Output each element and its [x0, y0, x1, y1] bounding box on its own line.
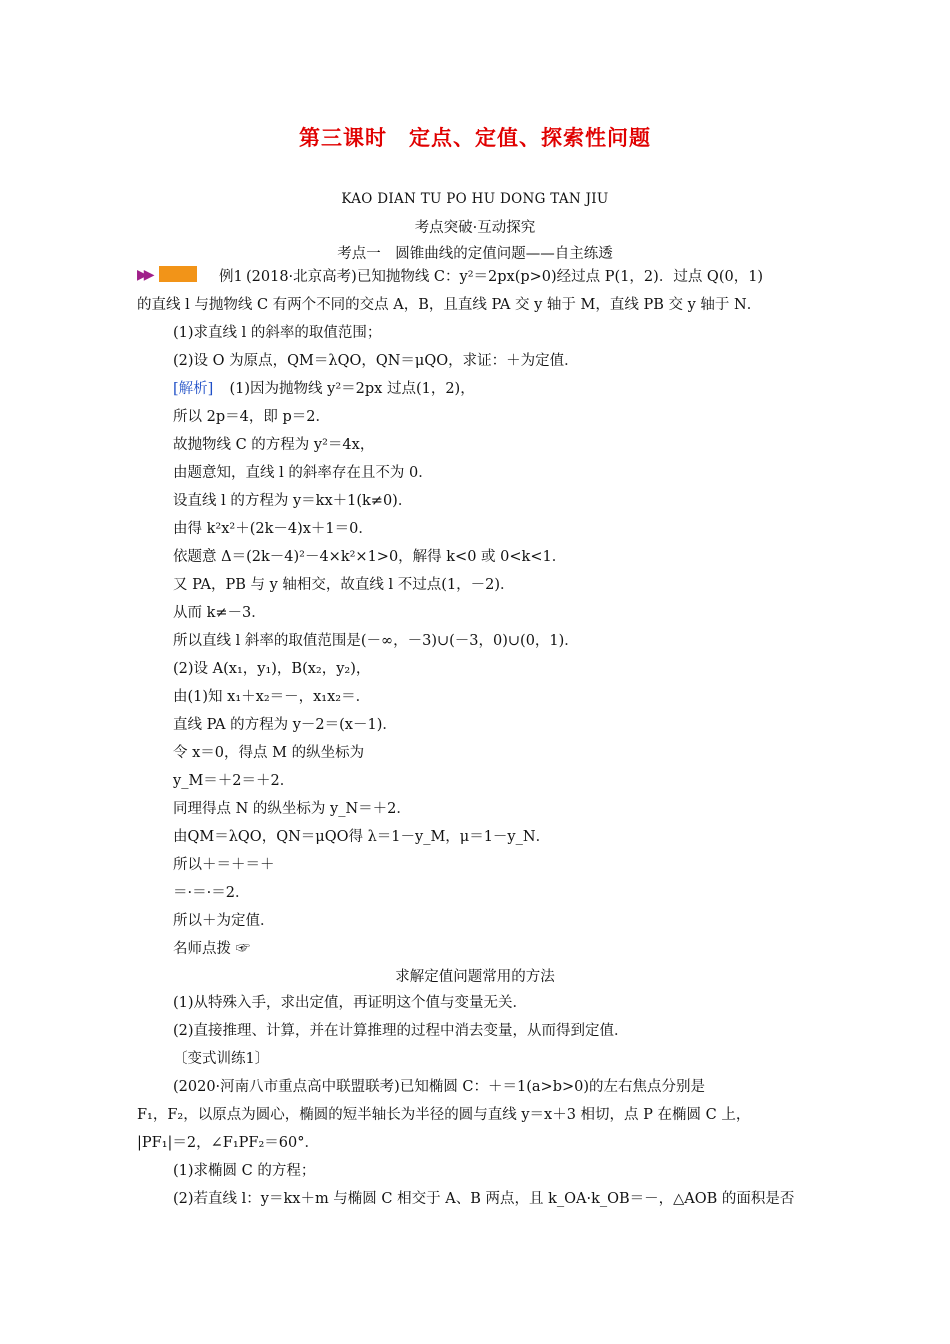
solution-line: (2)设 A(x₁，y₁)，B(x₂，y₂)， [173, 661, 371, 677]
solution-line: 同理得点 N 的纵坐标为 y_N＝＋2． [173, 801, 411, 817]
solution-line: 由(1)知 x₁＋x₂＝－，x₁x₂＝． [173, 689, 371, 705]
solution-line: y_M＝＋2＝＋2． [173, 773, 295, 789]
method-title: 求解定值问题常用的方法 [395, 969, 555, 985]
problem-line: (1)求直线 l 的斜率的取值范围； [173, 325, 382, 341]
section-title: 考点突破·互动探究 [414, 220, 536, 236]
solution-line: 由QM＝λQO，QN＝μQO得 λ＝1－y_M，μ＝1－y_N． [173, 829, 551, 845]
solution-line: 令 x＝0，得点 M 的纵坐标为 [173, 745, 365, 761]
solution-line: 从而 k≠－3． [173, 605, 266, 621]
problem-line: (2)设 O 为原点，QM＝λQO，QN＝μQO，求证：＋为定值． [173, 353, 579, 369]
method-line: (2)直接推理、计算，并在计算推理的过程中消去变量，从而得到定值． [173, 1023, 629, 1039]
solution-line: 故抛物线 C 的方程为 y²＝4x， [173, 437, 375, 453]
page-title: 第三课时 定点、定值、探索性问题 [299, 125, 651, 150]
tip-heading: 名师点拨 ☞ [173, 941, 251, 957]
solution-line: 所以＋＝＋＝＋ [173, 857, 275, 873]
exercise-line: (2020·河南八市重点高中联盟联考)已知椭圆 C：＋＝1(a>b>0)的左右焦点分别是 [173, 1079, 706, 1095]
solution-line: 由题意知，直线 l 的斜率存在且不为 0． [173, 465, 433, 481]
point-title: 考点一 圆锥曲线的定值问题——自主练透 [337, 246, 613, 262]
solution-line: 所以直线 l 斜率的取值范围是(－∞，－3)∪(－3，0)∪(0，1)． [173, 633, 579, 649]
exercise-line: (1)求椭圆 C 的方程； [173, 1163, 316, 1179]
solution-line: 又 PA，PB 与 y 轴相交，故直线 l 不过点(1，－2)． [173, 577, 515, 593]
solution-line: 设直线 l 的方程为 y＝kx＋1(k≠0)． [173, 493, 413, 509]
double-arrow-icon: ▶▶ [137, 267, 151, 283]
analysis-label: [解析] [173, 381, 214, 397]
solution-line: (1)因为抛物线 y²＝2px 过点(1，2)， [215, 381, 475, 397]
section-pinyin: KAO DIAN TU PO HU DONG TAN JIU [341, 191, 609, 207]
solution-line: 直线 PA 的方程为 y－2＝(x－1)． [173, 717, 397, 733]
solution-line: 所以＋为定值． [173, 913, 275, 929]
orange-label-box [159, 266, 197, 282]
solution-line: ＝·＝·＝2． [173, 885, 250, 901]
solution-line: 依题意 Δ＝(2k－4)²－4×k²×1>0，解得 k<0 或 0<k<1． [173, 549, 567, 565]
exercise-line: (2)若直线 l：y＝kx＋m 与椭圆 C 相交于 A、B 两点，且 k_OA·k_OB＝－，△AOB 的面积是否 [173, 1191, 795, 1207]
exercise-label: 〔变式训练1〕 [173, 1051, 270, 1067]
problem-line: (2018·北京高考)已知抛物线 C：y²＝2px(p>0)经过点 P(1，2)．过点 Q(0，1) [246, 269, 764, 285]
example-marker [137, 266, 219, 284]
method-line: (1)从特殊入手，求出定值，再证明这个值与变量无关． [173, 995, 528, 1011]
solution-line: 由得 k²x²＋(2k－4)x＋1＝0． [173, 521, 373, 537]
problem-line: 的直线 l 与抛物线 C 有两个不同的交点 A，B，且直线 PA 交 y 轴于 M，直线 PB 交 y 轴于 N． [137, 297, 762, 313]
solution-line: 所以 2p＝4，即 p＝2． [173, 409, 330, 425]
example-label: 例1 [219, 269, 243, 285]
exercise-line: F₁，F₂，以原点为圆心，椭圆的短半轴长为半径的圆与直线 y＝x＋3 相切，点 P 在椭圆 C 上， [137, 1107, 751, 1123]
exercise-line: |PF₁|＝2，∠F₁PF₂＝60°． [137, 1135, 319, 1151]
